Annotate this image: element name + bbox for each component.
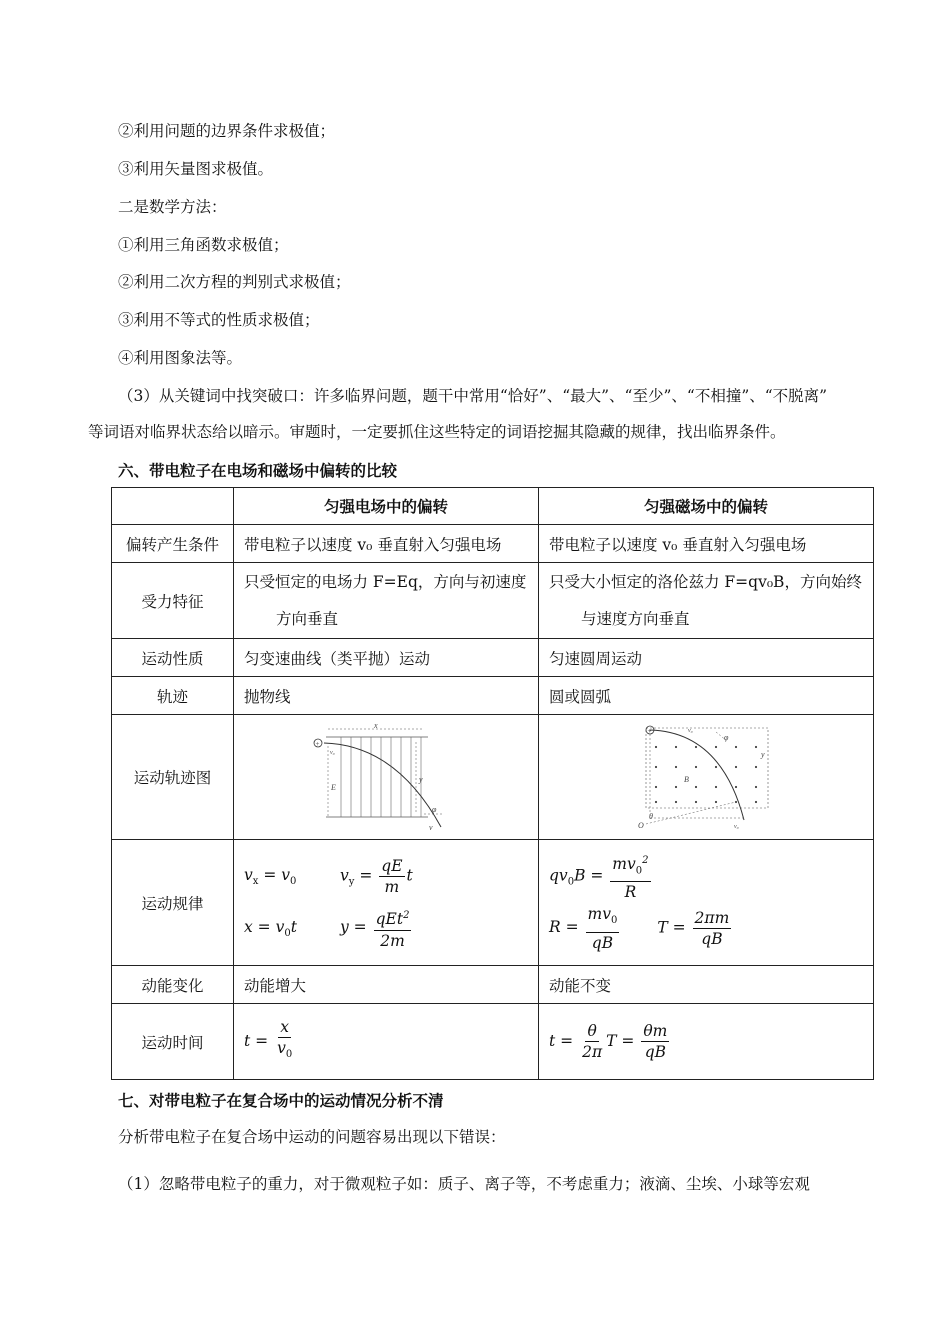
cell: 只受大小恒定的洛伦兹力 F=qv₀B，方向始终 与速度方向垂直 xyxy=(539,563,874,639)
cell: 匀速圆周运动 xyxy=(539,639,874,677)
label-phi: φ xyxy=(724,733,729,742)
label-v0: v₀ xyxy=(330,750,335,756)
equation: R = $\frac{mv_0}{qB}$ xyxy=(549,905,618,952)
equation: y = $\frac{qEt^2}{2m}$ xyxy=(340,906,413,950)
equation: $x = v_0t$ xyxy=(244,917,297,940)
row-label: 运动轨迹图 xyxy=(112,715,234,840)
label-E: E xyxy=(331,783,336,792)
label-x: x xyxy=(374,722,378,730)
cell: 动能不变 xyxy=(539,966,874,1004)
label-v0-top: v₀ xyxy=(688,728,693,734)
equation-row xyxy=(549,851,863,903)
cell: 只受恒定的电场力 F=Eq，方向与初速度 方向垂直 xyxy=(234,563,539,639)
text-line: （1）忽略带电粒子的重力，对于微观粒子如：质子、离子等，不考虑重力；液滴、尘埃、小球等宏观 xyxy=(118,1175,810,1193)
text-line: （3）从关键词中找突破口：许多临界问题，题干中常用“恰好”、“最大”、“至少”、“不相撞”、“不脱离” xyxy=(118,387,828,405)
section-heading: 六、带电粒子在电场和磁场中偏转的比较 xyxy=(118,461,398,480)
equation: $v_y$ = $\frac{qE}{m}$ t xyxy=(340,857,413,896)
row-label: 偏转产生条件 xyxy=(112,525,234,563)
row-label: 轨迹 xyxy=(112,677,234,715)
label-v0-bottom: v₀ xyxy=(734,824,739,830)
row-label: 运动时间 xyxy=(112,1004,234,1080)
cell xyxy=(539,840,874,966)
equation: $qv_0B$ = $\frac{mv_0^2}{R}$ xyxy=(549,851,653,902)
cell: 匀变速曲线（类平抛）运动 xyxy=(234,639,539,677)
cell: 圆或圆弧 xyxy=(539,677,874,715)
comparison-table xyxy=(111,487,874,1080)
label-B: B xyxy=(684,775,689,784)
text-line: ④利用图象法等。 xyxy=(118,349,243,367)
table-row xyxy=(112,677,874,715)
text-line: ③利用矢量图求极值。 xyxy=(118,160,274,178)
equation-row xyxy=(244,851,528,903)
table-row xyxy=(112,563,874,639)
row-label: 动能变化 xyxy=(112,966,234,1004)
table-row xyxy=(112,966,874,1004)
table-row xyxy=(112,715,874,840)
cell xyxy=(234,1004,539,1080)
text-line: 二是数学方法： xyxy=(118,198,227,216)
text-line: ③利用不等式的性质求极值； xyxy=(118,311,320,329)
plus-sign: + xyxy=(647,727,652,735)
table-row xyxy=(112,525,874,563)
text-line: ②利用二次方程的判别式求极值； xyxy=(118,273,351,291)
cell: 抛物线 xyxy=(234,677,539,715)
row-label: 运动性质 xyxy=(112,639,234,677)
label-v: v xyxy=(429,823,433,832)
cell: 带电粒子以速度 v₀ 垂直射入匀强电场 xyxy=(539,525,874,563)
cell: 动能增大 xyxy=(234,966,539,1004)
equation: t = $\frac{\theta}{2\pi}$ T = $\frac{\theta m}{qB}$ xyxy=(549,1022,668,1061)
magnetic-field-trajectory-figure xyxy=(636,722,776,832)
cell xyxy=(539,715,874,840)
cell: 带电粒子以速度 v₀ 垂直射入匀强电场 xyxy=(234,525,539,563)
table-row xyxy=(112,1004,874,1080)
equation: $v_x = v_0$ xyxy=(244,865,297,888)
label-y: y xyxy=(761,750,765,759)
table-header-row xyxy=(112,488,874,525)
label-phi: φ xyxy=(432,805,437,814)
text-line: 分析带电粒子在复合场中运动的问题容易出现以下错误： xyxy=(118,1128,506,1146)
label-y: y xyxy=(419,775,423,784)
text-line: 等词语对临界状态给以暗示。审题时，一定要抓住这些特定的词语挖掘其隐藏的规律，找出临界条件。 xyxy=(88,423,786,441)
row-label: 受力特征 xyxy=(112,563,234,639)
equation: t = $\frac{x}{v_0}$ xyxy=(244,1018,293,1061)
equation-row xyxy=(244,903,528,955)
table-row xyxy=(112,840,874,966)
section-heading: 七、对带电粒子在复合场中的运动情况分析不清 xyxy=(118,1091,444,1110)
cell xyxy=(234,840,539,966)
equation-row xyxy=(549,903,863,955)
row-label: 运动规律 xyxy=(112,840,234,966)
label-O: O xyxy=(638,821,644,830)
cell xyxy=(234,715,539,840)
header-magnetic: 匀强磁场中的偏转 xyxy=(539,488,874,525)
plus-sign: + xyxy=(315,740,320,748)
text-line: ②利用问题的边界条件求极值； xyxy=(118,122,336,140)
table-row xyxy=(112,639,874,677)
label-theta: θ xyxy=(649,812,653,821)
equation: T = $\frac{2\pi m}{qB}$ xyxy=(657,909,730,948)
electric-field-trajectory-figure xyxy=(306,722,466,832)
cell xyxy=(539,1004,874,1080)
text-line: ①利用三角函数求极值； xyxy=(118,236,289,254)
header-electric: 匀强电场中的偏转 xyxy=(234,488,539,525)
